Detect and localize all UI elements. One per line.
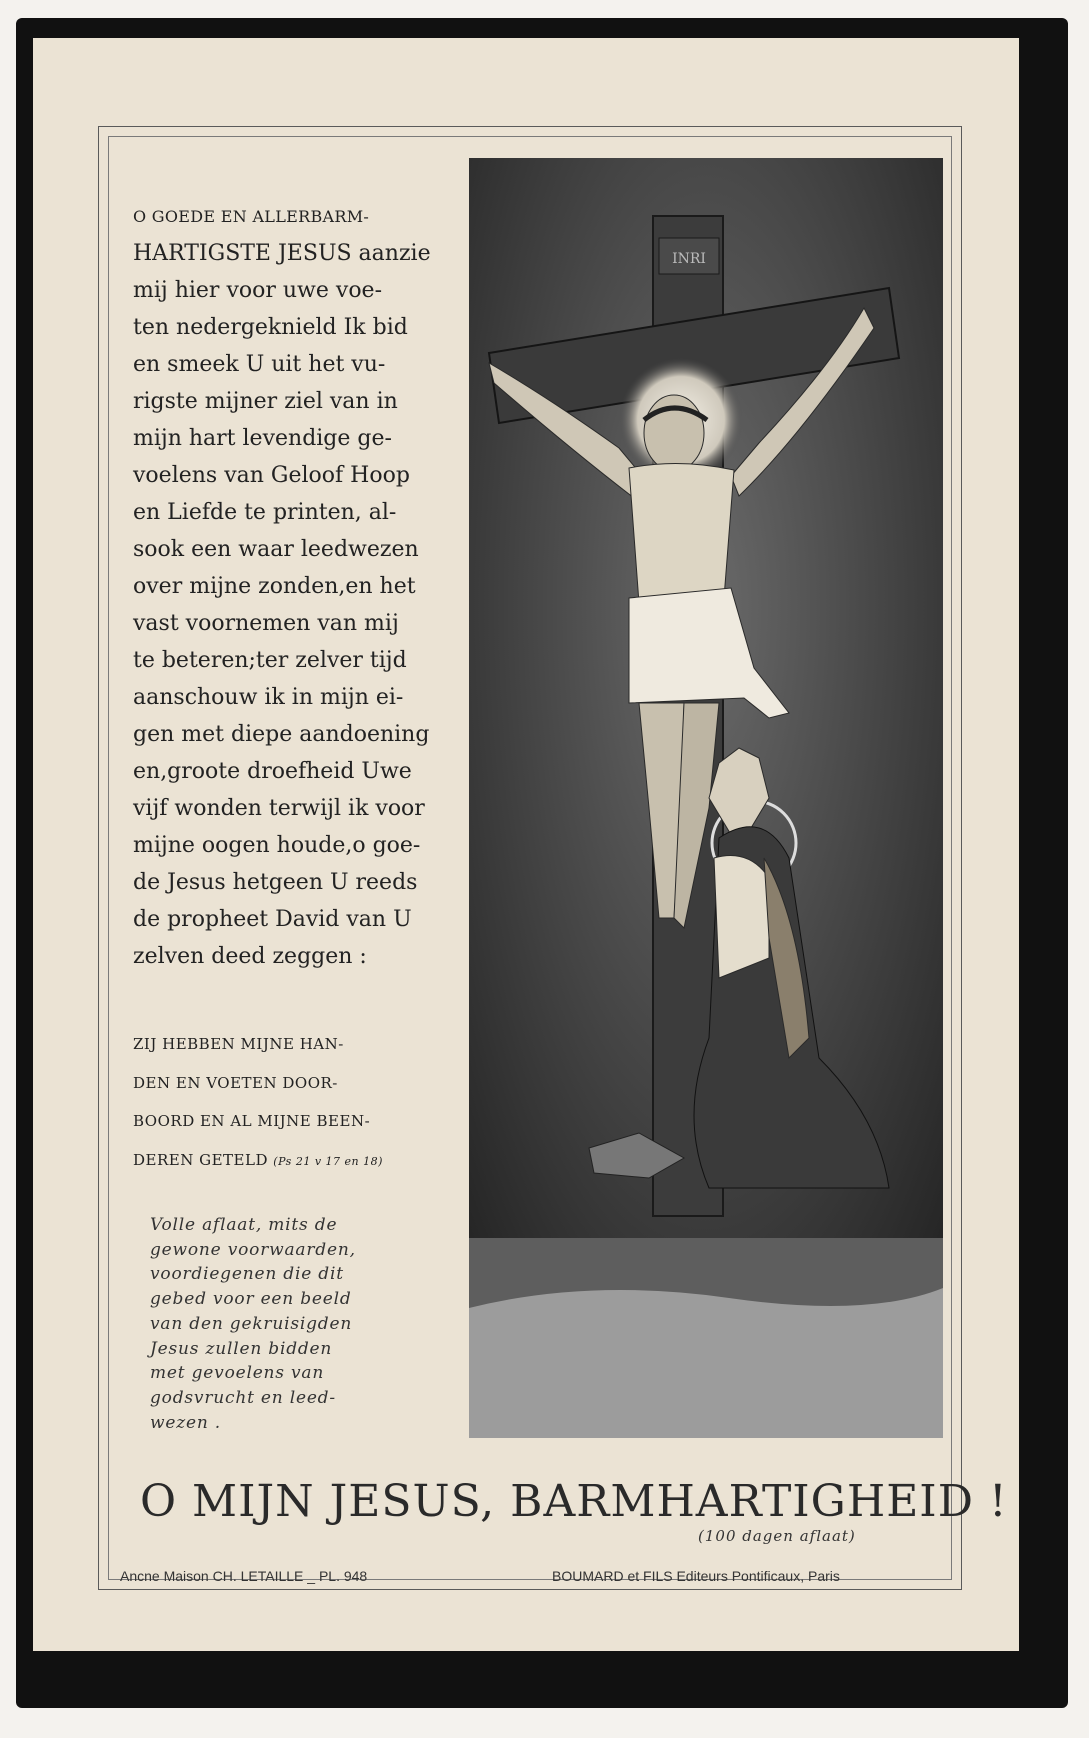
publisher-credit: BOUMARD et FILS Editeurs Pontificaux, Paris [552,1568,840,1584]
prayer-line: mij hier voor uwe voe- [133,278,383,303]
prayer-line: rigste mijner ziel van in [133,389,398,414]
prayer-text [133,198,431,975]
prayer-line: te beteren;ter zelver tijd [133,648,407,673]
indulgence-line: van den gekruisigden [150,1313,353,1334]
prayer-line: en Liefde te printen, al- [133,500,397,525]
prayer-line: aanschouw ik in mijn ei- [133,685,404,710]
prayer-line: gen met diepe aandoening [133,722,430,747]
indulgence-line: gebed voor een beeld [150,1289,352,1310]
christ-torso [629,463,734,603]
prayer-line: over mijne zonden,en het [133,574,416,599]
indulgence-line: met gevoelens van [150,1363,325,1384]
prayer-line: voelens van Geloof Hoop [133,463,410,488]
indulgence-line: Volle aflaat, mits de [150,1215,338,1235]
indulgence-line: wezen . [150,1412,221,1433]
quote-line: DEN EN VOETEN DOOR- [133,1073,338,1092]
indulgence-note [150,1213,440,1435]
prayer-line: mijn hart levendige ge- [133,426,392,451]
quote-line [133,1141,433,1182]
indulgence-line: gewone voorwaarden, [150,1239,356,1260]
inri-text: INRI [672,251,706,267]
quote-line: ZIJ HEBBEN MIJNE HAN- [133,1035,344,1053]
prayer-line: zelven deed zeggen : [133,944,367,969]
prayer-line: HARTIGSTE JESUS aanzie [133,241,431,266]
crucifixion-engraving [469,158,943,1438]
prayer-line: de Jesus hetgeen U reeds [133,870,418,895]
indulgence-line: godsvrucht en leed- [150,1387,336,1408]
engraving-illustration [469,158,943,1438]
prayer-line: en,groote droefheid Uwe [133,759,412,784]
engraver-credit: Ancne Maison CH. LETAILLE _ PL. 948 [120,1568,368,1584]
prayer-line: de propheet David van U [133,907,412,932]
prayer-line: mijne oogen houde,o goe- [133,833,421,858]
quote-line-text: DEREN GETELD [133,1150,268,1169]
prayer-line: sook een waar leedwezen [133,537,419,562]
page-title: O MIJN JESUS, BARMHARTIGHEID ! [140,1476,1008,1527]
psalm-reference: (Ps 21 v 17 en 18) [273,1154,383,1168]
prayer-line: vijf wonden terwijl ik voor [133,796,425,821]
indulgence-line: voordiegenen die dit [150,1264,344,1285]
prayer-line: en smeek U uit het vu- [133,352,386,377]
prayer-line: ten nedergeknield Ik bid [133,315,408,340]
subtitle: (100 dagen aflaat) [698,1527,856,1545]
quote-line: BOORD EN AL MIJNE BEEN- [133,1112,371,1130]
indulgence-line: Jesus zullen bidden [150,1338,333,1359]
prayer-line: O GOEDE EN ALLERBARM- [133,207,370,226]
prayer-line: vast voornemen van mij [133,611,399,636]
psalm-quote [133,1025,433,1181]
